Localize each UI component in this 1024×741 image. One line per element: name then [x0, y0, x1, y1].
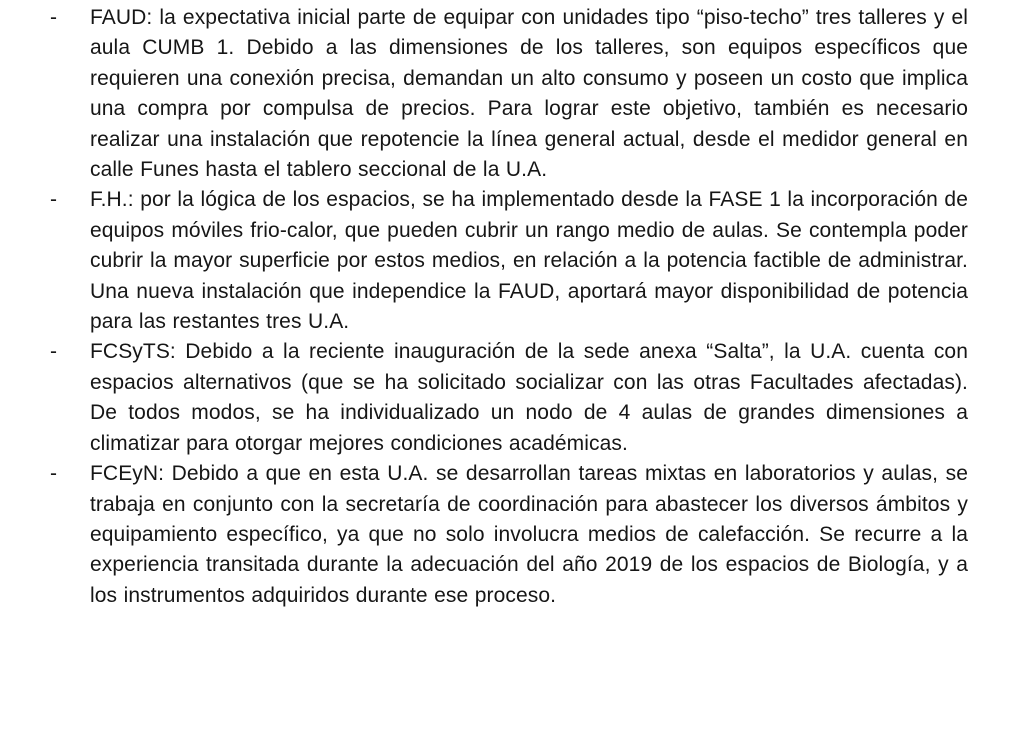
bullet-dash: - [50, 188, 57, 212]
paragraph-text: FAUD: la expectativa inicial parte de equipar con unidades tipo “piso-techo” tres talleres y el aula CUMB 1. Debido a las dimensiones de los talleres, son equipos específicos que requieren una conexión precisa, demandan un alto consumo y poseen un costo que implica una compra por compulsa de precios. Para lograr este objetivo, también es necesario realizar una instalación que repotencie la línea general actual, desde el medidor general en calle Funes hasta el tablero seccional de la U.A. [90, 6, 968, 182]
paragraph-text: FCEyN: Debido a que en esta U.A. se desarrollan tareas mixtas en laboratorios y aulas, se trabaja en conjunto con la secretaría de coordinación para abastecer los diversos ámbitos y equipamiento específico, ya que no solo involucra medios de calefacción. Se recurre a la experiencia transitada durante la adecuación del año 2019 de los espacios de Biología, y a los instrumentos adquiridos durante ese proceso. [90, 462, 968, 607]
bullet-dash: - [50, 6, 57, 29]
bulleted-list [0, 3, 1024, 611]
list-item-fh [0, 185, 1024, 337]
bullet-dash: - [50, 340, 57, 364]
list-item-fcsyts [0, 337, 1024, 459]
bullet-dash: - [50, 462, 57, 486]
list-item-faud [0, 3, 1024, 185]
paragraph-text: FCSyTS: Debido a la reciente inauguración de la sede anexa “Salta”, la U.A. cuenta con espacios alternativos (que se ha solicitado socializar con las otras Facultades afectadas). De todos modos, se ha individualizado un nodo de 4 aulas de grandes dimensiones a climatizar para otorgar mejores condiciones académicas. [90, 340, 968, 455]
paragraph-text: F.H.: por la lógica de los espacios, se ha implementado desde la FASE 1 la incorporación de equipos móviles frio-calor, que pueden cubrir un rango medio de aulas. Se contempla poder cubrir la mayor superficie por estos medios, en relación a la potencia factible de administrar. Una nueva instalación que independice la FAUD, aportará mayor disponibilidad de potencia para las restantes tres U.A. [90, 188, 968, 334]
list-item-fceyn [0, 459, 1024, 611]
